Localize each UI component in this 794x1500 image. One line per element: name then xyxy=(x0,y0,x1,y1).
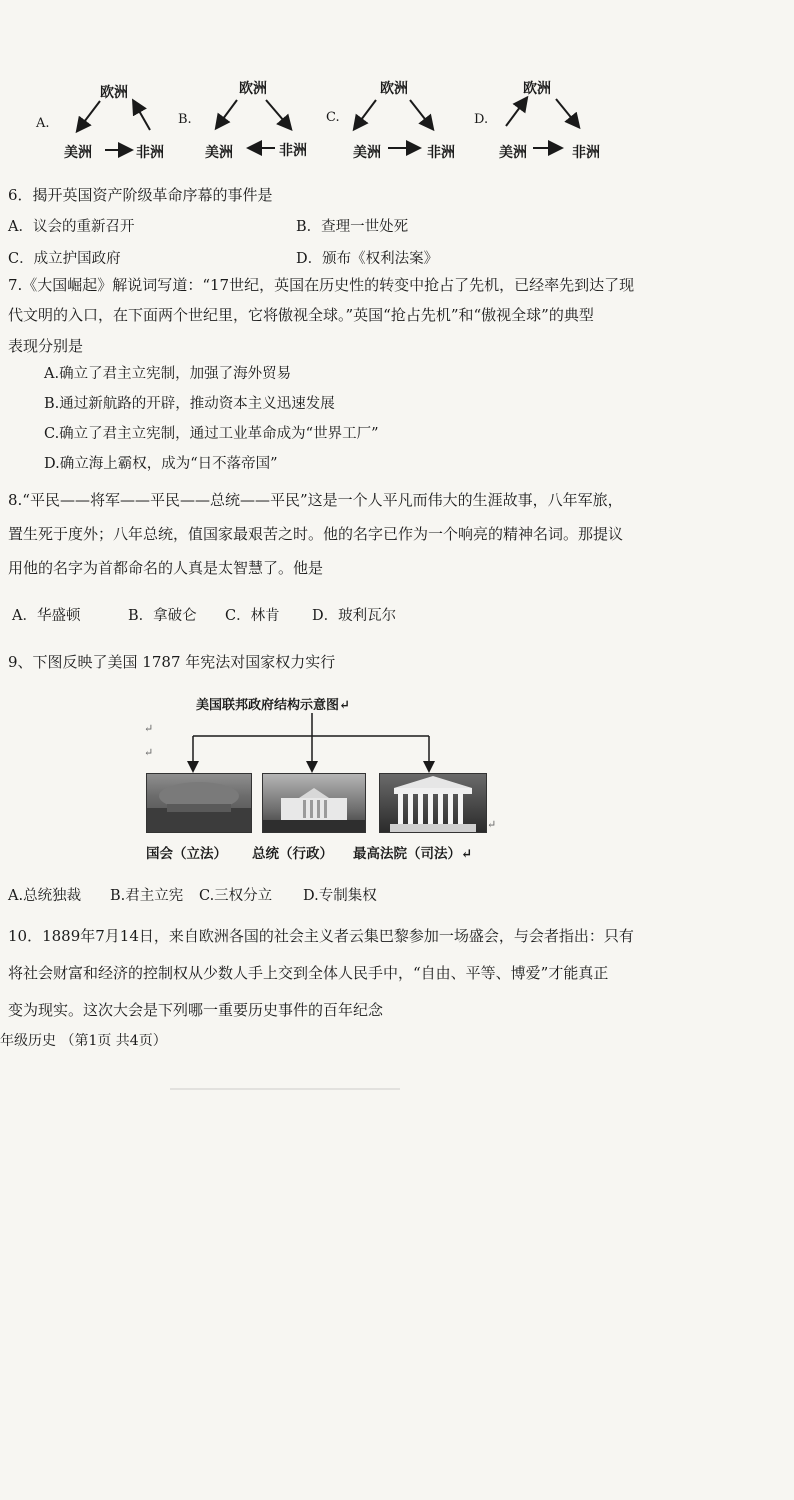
q6-option-a: A．议会的重新召开 xyxy=(8,219,135,235)
q7-line-1: 7.《大国崛起》解说词写道：“17世纪，英国在历史性的转变中抢占了先机，已经率先到达了现 xyxy=(8,276,635,294)
q8-option-a: A．华盛顿 xyxy=(12,608,81,624)
congress-image xyxy=(146,773,252,833)
arrow-a-europe-america xyxy=(78,101,100,130)
q7-line-2: 代文明的入口，在下面两个世纪里，它将傲视全球。”英国“抢占先机”和“傲视全球”的典型 xyxy=(8,306,594,324)
page-footer: 年级历史 （第1页 共4页） xyxy=(0,1033,167,1049)
diagram-b-europe: 欧洲 xyxy=(239,81,267,97)
arrow-c-europe-africa xyxy=(410,100,432,128)
diagram-c-letter: C. xyxy=(326,110,340,125)
arrow-b-europe-africa xyxy=(266,100,290,128)
q9-return-mark-3: ↵ xyxy=(487,818,497,831)
diagram-c-america: 美洲 xyxy=(353,145,381,161)
diagram-b-letter: B. xyxy=(178,112,192,127)
q9-option-d: D.专制集权 xyxy=(303,888,377,904)
q7-option-d: D.确立海上霸权，成为“日不落帝国” xyxy=(44,456,278,472)
q6-stem: 6．揭开英国资产阶级革命序幕的事件是 xyxy=(8,186,273,204)
arrow-d-europe-africa xyxy=(556,99,578,126)
q9-stem: 9、下图反映了美国 1787 年宪法对国家权力实行 xyxy=(8,653,336,671)
arrow-c-europe-america xyxy=(355,100,376,128)
diagram-d-africa: 非洲 xyxy=(572,145,600,161)
diagram-d-america: 美洲 xyxy=(499,145,527,161)
q9-option-b: B.君主立宪 xyxy=(110,888,184,904)
q9-option-c: C.三权分立 xyxy=(199,888,273,904)
caption-congress: 国会（立法） xyxy=(146,846,227,862)
q7-option-a: A.确立了君主立宪制，加强了海外贸易 xyxy=(44,366,292,382)
q8-line-1: 8.“平民——将军——平民——总统——平民”这是一个人平凡而伟大的生涯故事，八年军旅， xyxy=(8,491,623,509)
q6-option-b: B．查理一世处死 xyxy=(296,219,409,235)
white-house-image xyxy=(262,773,366,833)
q10-line-1: 10．1889年7月14日，来自欧洲各国的社会主义者云集巴黎参加一场盛会，与会者指出：只有 xyxy=(8,927,634,945)
arrow-b-europe-america xyxy=(217,100,237,127)
q6-option-d: D．颁布《权利法案》 xyxy=(296,251,439,267)
q10-line-2: 将社会财富和经济的控制权从少数人手上交到全体人民手中，“自由、平等、博爱”才能真正 xyxy=(8,964,609,982)
q6-option-c: C．成立护国政府 xyxy=(8,251,121,267)
diagram-a-america: 美洲 xyxy=(64,145,92,161)
arrow-d-america-europe xyxy=(506,99,526,126)
diagram-c-europe: 欧洲 xyxy=(380,81,408,97)
q7-option-c: C.确立了君主立宪制，通过工业革命成为“世界工厂” xyxy=(44,426,379,442)
arrow-a-africa-europe xyxy=(134,102,150,130)
diagram-b-africa: 非洲 xyxy=(279,143,307,159)
q8-option-d: D．玻利瓦尔 xyxy=(312,608,397,624)
q9-option-a: A.总统独裁 xyxy=(8,888,82,904)
q9-return-mark-1: ↵ xyxy=(144,722,154,735)
scan-artifact xyxy=(170,1088,400,1090)
diagram-d-letter: D. xyxy=(474,112,489,127)
diagram-a-europe: 欧洲 xyxy=(100,85,128,101)
q9-return-mark-2: ↵ xyxy=(144,746,154,759)
supreme-court-image xyxy=(379,773,487,833)
diagram-c-africa: 非洲 xyxy=(427,145,455,161)
diagram-a-africa: 非洲 xyxy=(136,145,164,161)
q9-figure-title: 美国联邦政府结构示意图↵ xyxy=(196,698,350,713)
diagram-b-america: 美洲 xyxy=(205,145,233,161)
q8-option-c: C．林肯 xyxy=(225,608,280,624)
diagram-a-letter: A. xyxy=(36,116,50,131)
caption-supreme-court: 最高法院（司法）↵ xyxy=(353,846,473,862)
q8-line-2: 置生死于度外；八年总统，值国家最艰苦之时。他的名字已作为一个响亮的精神名词。那提议 xyxy=(8,525,624,543)
q10-line-3: 变为现实。这次大会是下列哪一重要历史事件的百年纪念 xyxy=(8,1001,384,1019)
q8-option-b: B．拿破仑 xyxy=(128,608,197,624)
q8-line-3: 用他的名字为首都命名的人真是太智慧了。他是 xyxy=(8,559,324,577)
caption-president: 总统（行政） xyxy=(252,846,333,862)
q7-line-3: 表现分别是 xyxy=(8,337,84,355)
diagram-d-europe: 欧洲 xyxy=(523,81,551,97)
q7-option-b: B.通过新航路的开辟，推动资本主义迅速发展 xyxy=(44,396,335,412)
